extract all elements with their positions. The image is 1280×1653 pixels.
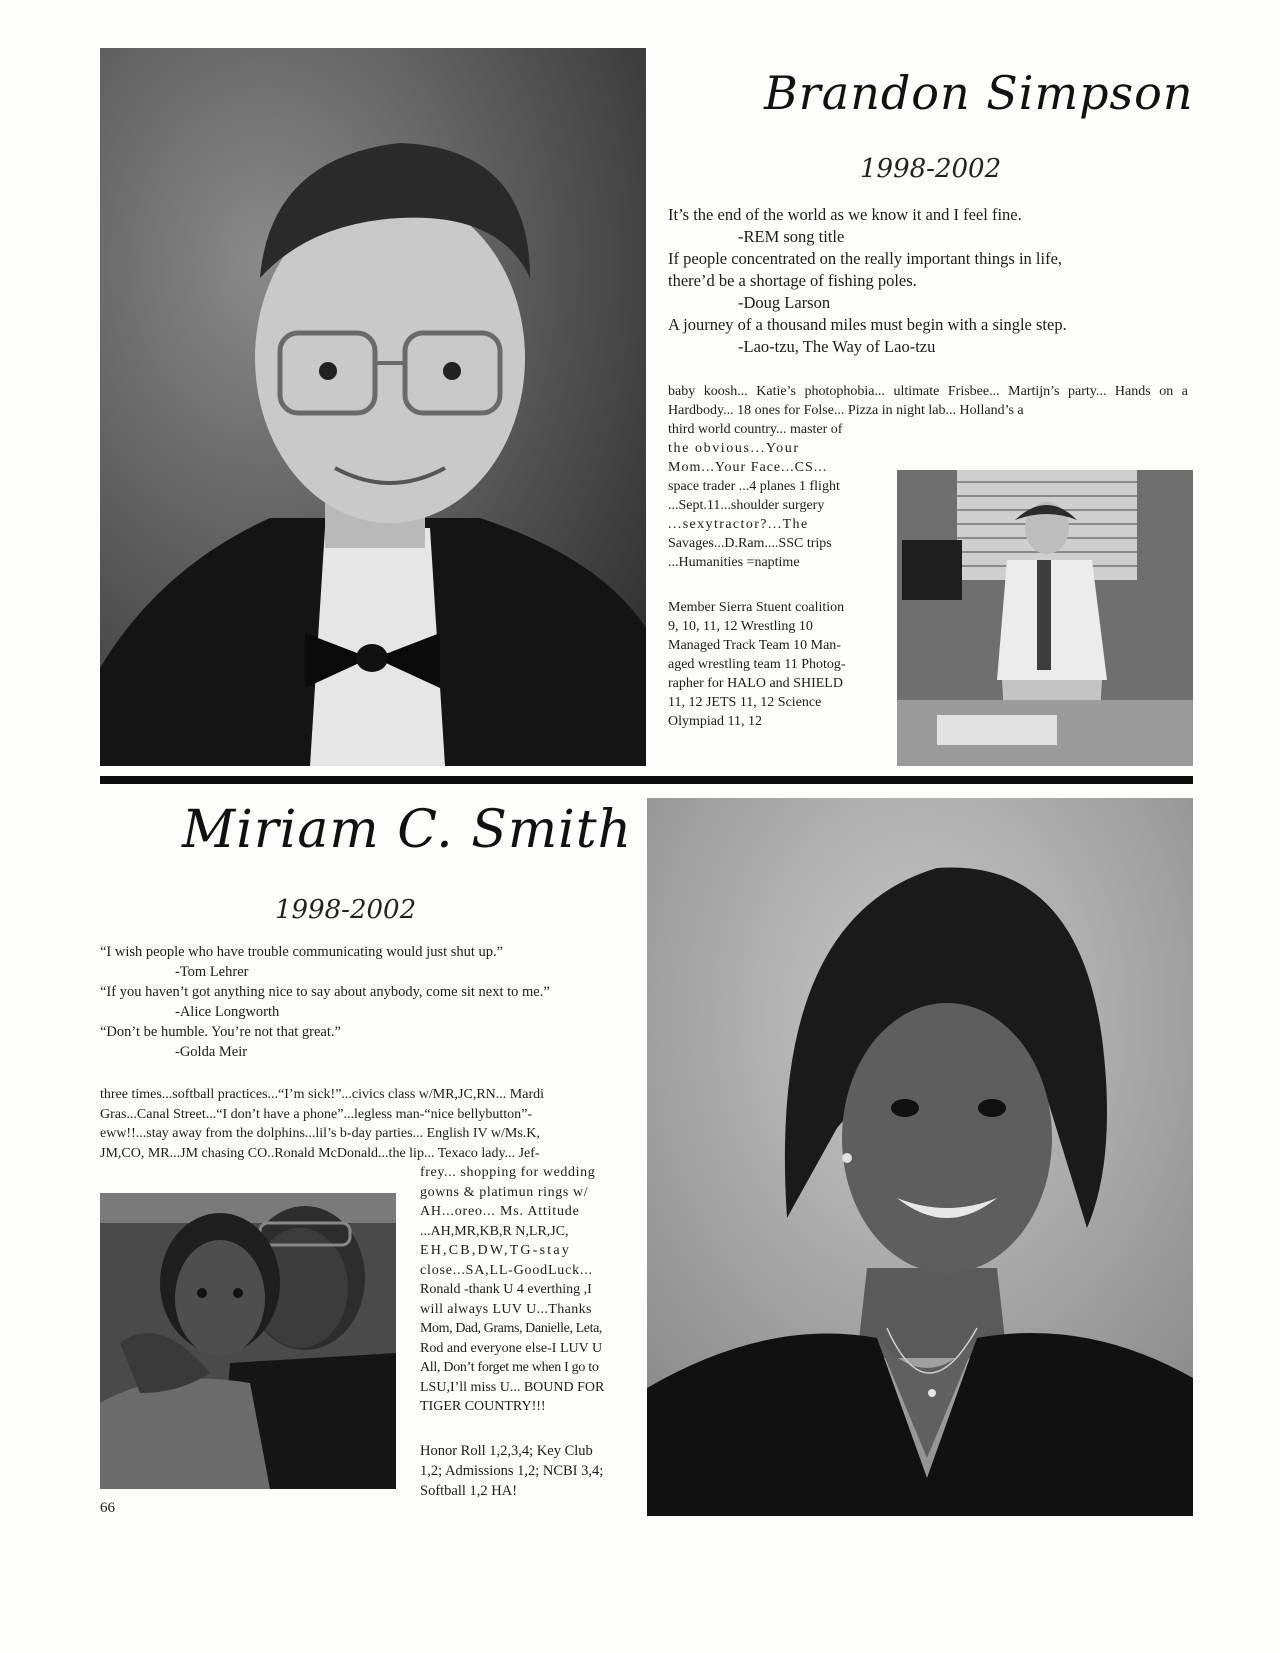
brandon-activities bbox=[668, 598, 878, 731]
memory-line: the obvious...Your bbox=[668, 441, 800, 456]
memory-line: JM,CO, MR...JM chasing CO..Ronald McDonald...the lip... Texaco lady... Jef- bbox=[100, 1145, 540, 1161]
quote-attribution: -Golda Meir bbox=[175, 1044, 248, 1060]
memory-line: AH...oreo... Ms. Attitude bbox=[420, 1204, 580, 1219]
miriam-memories-top bbox=[100, 1085, 640, 1163]
quote-attribution: -Doug Larson bbox=[738, 293, 831, 312]
brandon-years: 1998-2002 bbox=[860, 154, 1002, 184]
brandon-memories-column bbox=[668, 420, 873, 572]
memory-line: Savages...D.Ram....SSC trips bbox=[668, 536, 832, 551]
brandon-quotes bbox=[668, 204, 1067, 358]
miriam-activities bbox=[420, 1441, 640, 1501]
memory-line: third world country... master of bbox=[668, 422, 843, 437]
quote-line: “If you haven’t got anything nice to say about anybody, come sit next to me.” bbox=[100, 984, 550, 1000]
memory-line: will always LUV U...Thanks bbox=[420, 1301, 592, 1317]
quote-line: “Don’t be humble. You’re not that great.” bbox=[100, 1024, 341, 1040]
memory-line: frey... shopping for wedding bbox=[420, 1165, 596, 1180]
page-number: 66 bbox=[100, 1500, 115, 1516]
brandon-name-heading: Brandon Simpson bbox=[764, 66, 1194, 120]
memory-line: ...sexytractor?...The bbox=[668, 517, 809, 532]
section-divider bbox=[100, 776, 1193, 784]
memory-line: LSU,I’ll miss U... BOUND FOR bbox=[420, 1379, 605, 1395]
quote-attribution: -Alice Longworth bbox=[175, 1004, 280, 1020]
miriam-years: 1998-2002 bbox=[275, 895, 417, 925]
memory-line: close...SA,LL-GoodLuck... bbox=[420, 1262, 593, 1278]
miriam-candid-photo bbox=[100, 1193, 396, 1489]
memory-line: Mom...Your Face...CS... bbox=[668, 460, 828, 475]
miriam-portrait-photo bbox=[647, 798, 1193, 1516]
miriam-quotes bbox=[100, 942, 550, 1062]
memory-line: eww!!...stay away from the dolphins...lil’s b-day parties... English IV w/Ms.K, bbox=[100, 1126, 540, 1141]
activity-line: aged wrestling team 11 Photog- bbox=[668, 657, 846, 672]
brandon-portrait-photo bbox=[100, 48, 646, 766]
memory-line: Mom, Dad, Grams, Danielle, Leta, bbox=[420, 1321, 602, 1336]
activity-line: Softball 1,2 HA! bbox=[420, 1483, 518, 1499]
activity-line: rapher for HALO and SHIELD bbox=[668, 676, 843, 691]
quote-line: “I wish people who have trouble communicating would just shut up.” bbox=[100, 944, 504, 960]
memory-line: ...Humanities =naptime bbox=[668, 555, 800, 570]
quote-line: If people concentrated on the really important things in life, bbox=[668, 249, 1063, 268]
miriam-memories-column bbox=[420, 1163, 636, 1417]
quote-line: A journey of a thousand miles must begin with a single step. bbox=[668, 315, 1067, 334]
memory-line: ...AH,MR,KB,R N,LR,JC, bbox=[420, 1223, 569, 1239]
brandon-candid-photo bbox=[897, 470, 1193, 766]
memory-line: three times...softball practices...“I’m sick!”...civics class w/MR,JC,RN... Mardi bbox=[100, 1087, 545, 1102]
quote-line: It’s the end of the world as we know it and I feel fine. bbox=[668, 205, 1022, 224]
brandon-memories-top: baby koosh... Katie’s photophobia... ultimate Frisbee... Martijn’s party... Hands on a Hardbody... 18 ones for Folse... Pizza in night lab... Holland’s a bbox=[668, 384, 1188, 418]
memory-line: TIGER COUNTRY!!! bbox=[420, 1399, 546, 1414]
quote-attribution: -REM song title bbox=[738, 227, 845, 246]
quote-attribution: -Lao-tzu, The Way of Lao-tzu bbox=[738, 337, 936, 356]
miriam-name-heading: Miriam C. Smith bbox=[182, 800, 633, 860]
memory-line: All, Don’t forget me when I go to bbox=[420, 1360, 599, 1375]
memory-line: space trader ...4 planes 1 flight bbox=[668, 479, 840, 494]
activity-line: Olympiad 11, 12 bbox=[668, 714, 762, 729]
memory-line: EH,CB,DW,TG-stay bbox=[420, 1243, 571, 1258]
memory-line: Rod and everyone else-I LUV U bbox=[420, 1340, 603, 1356]
memory-line: Ronald -thank U 4 everthing ,I bbox=[420, 1282, 592, 1297]
activity-line: Member Sierra Stuent coalition bbox=[668, 600, 845, 615]
quote-attribution: -Tom Lehrer bbox=[175, 964, 249, 980]
quote-line: there’d be a shortage of fishing poles. bbox=[668, 271, 917, 290]
activity-line: 9, 10, 11, 12 Wrestling 10 bbox=[668, 619, 813, 634]
memory-line: Gras...Canal Street...“I don’t have a phone”...legless man-“nice bellybutton”- bbox=[100, 1106, 533, 1122]
activity-line: 1,2; Admissions 1,2; NCBI 3,4; bbox=[420, 1463, 604, 1479]
activity-line: 11, 12 JETS 11, 12 Science bbox=[668, 695, 822, 710]
memory-line: gowns & platimun rings w/ bbox=[420, 1184, 589, 1200]
activity-line: Managed Track Team 10 Man- bbox=[668, 638, 841, 653]
memory-line: ...Sept.11...shoulder surgery bbox=[668, 498, 825, 513]
activity-line: Honor Roll 1,2,3,4; Key Club bbox=[420, 1443, 593, 1459]
